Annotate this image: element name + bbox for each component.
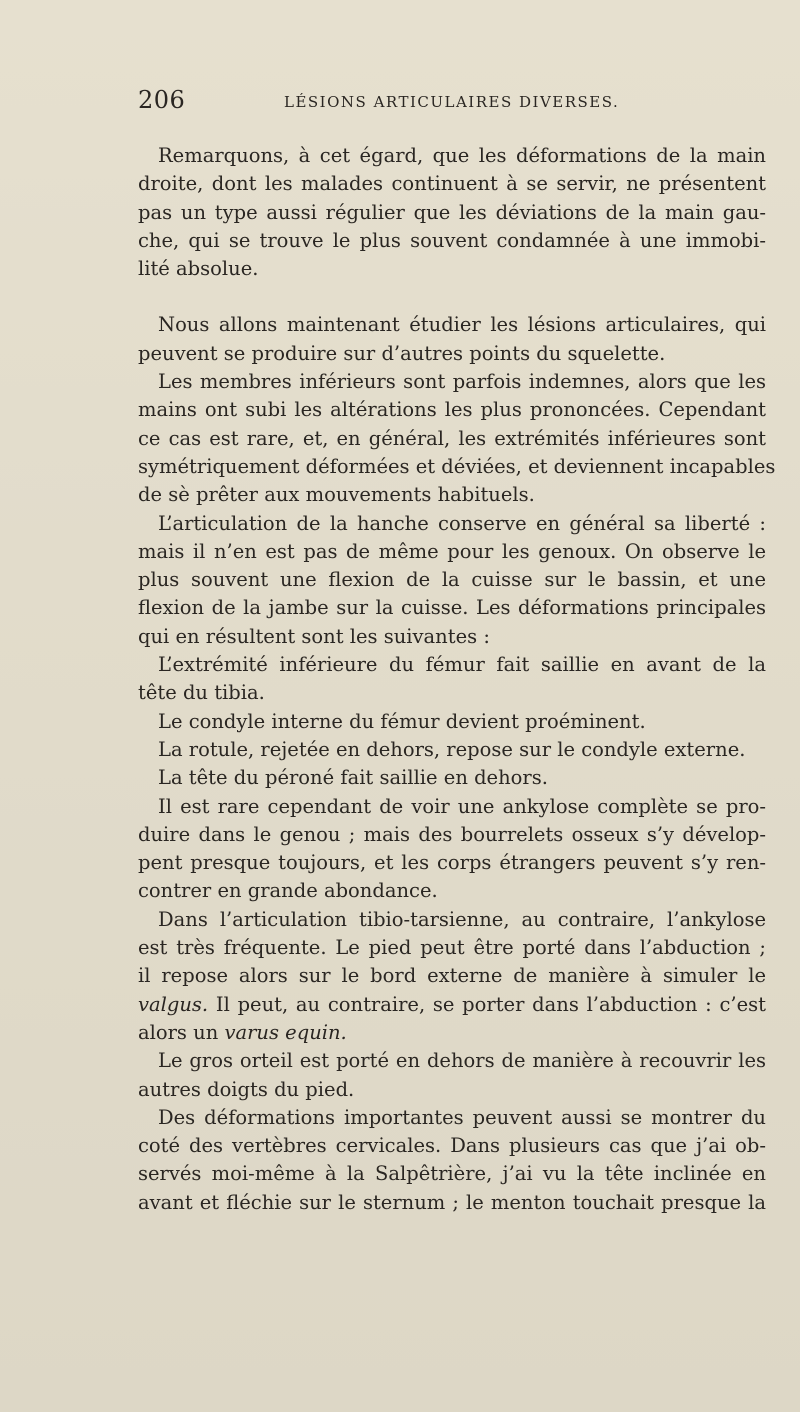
text-line: lité absolue. — [138, 257, 259, 281]
italic-term: valgus. — [138, 992, 209, 1016]
page-number: 206 — [138, 86, 186, 114]
text-line: qui en résultent sont les suivantes : — [138, 624, 490, 648]
text-line: Des déformations importantes peuvent aussi se montrer du — [158, 1105, 766, 1129]
text-line: tête du tibia. — [138, 681, 265, 705]
text-line: flexion de la jambe sur la cuisse. Les déformations principales — [138, 596, 766, 620]
text-line: Remarquons, à cet égard, que les déformations de la main — [158, 144, 766, 167]
body-text — [138, 142, 776, 1217]
text-line: Nous allons maintenant étudier les lésions articulaires, qui — [158, 313, 766, 337]
text-line: Le gros orteil est porté en dehors de manière à recouvrir les — [158, 1049, 766, 1073]
text-line: coté des vertèbres cervicales. Dans plusieurs cas que j’ai ob- — [138, 1134, 766, 1158]
text-line: de sè prêter aux mouvements habituels. — [138, 483, 535, 507]
text-line — [138, 1019, 766, 1047]
text-line: duire dans le genou ; mais des bourrelets osseux s’y dévelop- — [138, 822, 766, 846]
text-span: Il peut, au contraire, se porter dans l’abduction : c’est — [215, 992, 766, 1016]
text-line: La rotule, rejetée en dehors, repose sur le condyle externe. — [158, 737, 746, 761]
text-line: symétriquement déformées et déviées, et deviennent incapables — [138, 454, 776, 478]
text-line: servés moi-même à la Salpêtrière, j’ai vu la tête inclinée en — [138, 1162, 766, 1186]
text-line: L’articulation de la hanche conserve en général sa liberté : — [158, 511, 766, 535]
text-line: il repose alors sur le bord externe de manière à simuler le — [138, 964, 766, 988]
text-line: peuvent se produire sur d’autres points du squelette. — [138, 341, 666, 365]
paragraph-gap — [138, 283, 766, 311]
text-line: che, qui se trouve le plus souvent condamnée à une immobi- — [138, 228, 766, 252]
text-line: Dans l’articulation tibio-tarsienne, au contraire, l’ankylose — [158, 907, 766, 931]
text-line: Il est rare cependant de voir une ankylose complète se pro- — [158, 794, 766, 818]
page-header — [138, 86, 778, 120]
text-line — [138, 991, 766, 1019]
text-line: mais il n’en est pas de même pour les genoux. On observe le — [138, 539, 766, 563]
text-line: est très fréquente. Le pied peut être porté dans l’abduction ; — [138, 936, 766, 960]
text-line: La tête du péroné fait saillie en dehors. — [158, 766, 548, 790]
text-line: Le condyle interne du fémur devient proéminent. — [158, 709, 646, 733]
text-line: L’extrémité inférieure du fémur fait saillie en avant de la — [158, 653, 766, 677]
running-title: LÉSIONS ARTICULAIRES DIVERSES. — [284, 93, 620, 111]
text-line: droite, dont les malades continuent à se servir, ne présentent — [138, 172, 766, 196]
text-line: Les membres inférieurs sont parfois indemnes, alors que les — [158, 370, 766, 394]
text-span: alors un — [138, 1020, 219, 1044]
text-line: plus souvent une flexion de la cuisse sur le bassin, et une — [138, 568, 766, 592]
text-line: ce cas est rare, et, en général, les extrémités inférieures sont — [138, 426, 766, 450]
text-line: pas un type aussi régulier que les déviations de la main gau- — [138, 200, 766, 224]
text-line: pent presque toujours, et les corps étrangers peuvent s’y ren- — [138, 851, 766, 875]
italic-term: varus equin. — [224, 1020, 347, 1044]
text-line: autres doigts du pied. — [138, 1077, 355, 1101]
text-line: mains ont subi les altérations les plus prononcées. Cependant — [138, 398, 766, 422]
text-line: contrer en grande abondance. — [138, 879, 438, 903]
text-line: avant et fléchie sur le sternum ; le menton touchait presque la — [138, 1190, 766, 1214]
